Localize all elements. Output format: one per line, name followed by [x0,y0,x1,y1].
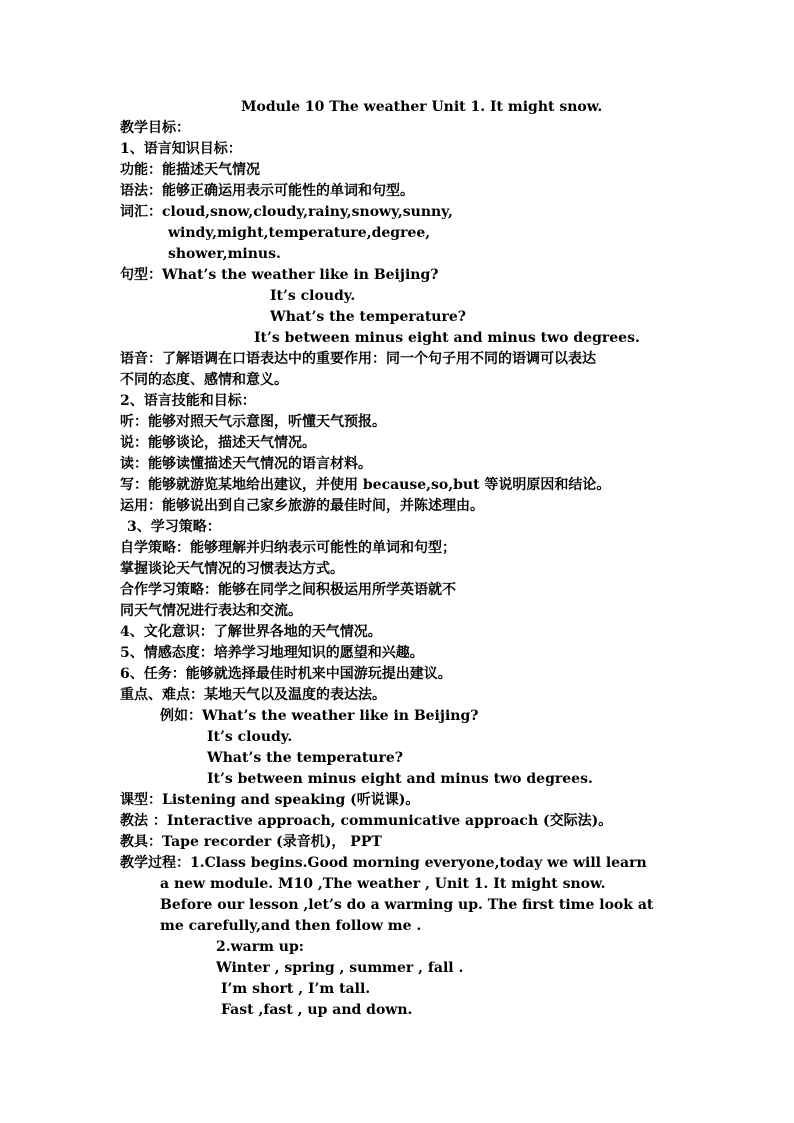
text-line: 听：能够对照天气示意图，听懂天气预报。 [120,414,386,430]
text-line: 自学策略：能够理解并归纳表示可能性的单词和句型； [120,540,456,556]
text-line: It’s cloudy. [207,729,293,745]
text-line: 教学目标： [120,120,190,136]
text-line: 重点、难点：某地天气以及温度的表达法。 [120,687,386,703]
text-line: 句型：What’s the weather like in Beijing? [120,267,439,283]
text-line: 2.warm up: [216,939,304,955]
text-line: 课型：Listening and speaking (听说课)。 [120,792,420,808]
text-line: 读：能够读懂描述天气情况的语言材料。 [120,456,372,472]
text-line: 教法 ：Interactive approach, communicative approach (交际法)。 [120,813,613,829]
text-line: Before our lesson ,let’s do a warming up. The first time look at [160,897,654,913]
text-line: It’s cloudy. [270,288,356,304]
text-line: 不同的态度、感情和意义。 [120,372,288,388]
text-line: It’s between minus eight and minus two degrees. [254,330,640,346]
text-line: I’m short , I’m tall. [221,981,371,997]
text-line: 词汇：cloud,snow,cloudy,rainy,snowy,sunny, [120,204,453,220]
text-line: 掌握谈论天气情况的习惯表达方式。 [120,561,344,577]
text-line: 写：能够就游览某地给出建议，并使用 because,so,but 等说明原因和结论。 [120,477,611,493]
text-line: shower,minus. [168,246,281,262]
text-line: 4、文化意识：了解世界各地的天气情况。 [120,624,382,640]
text-line: 合作学习策略：能够在同学之间积极运用所学英语就不 [120,582,456,598]
text-line: me carefully,and then follow me . [160,918,422,934]
text-line: 功能：能描述天气情况 [120,162,260,178]
text-line: 同天气情况进行表达和交流。 [120,603,302,619]
text-line: 教具：Tape recorder (录音机)， PPT [120,834,382,850]
text-line: What’s the temperature? [207,750,403,766]
text-line: Fast ,fast , up and down. [221,1002,413,1018]
document-title: Module 10 The weather Unit 1. It might snow. [241,99,603,115]
text-line: 2、语言技能和目标： [120,393,256,409]
text-line: 例如：What’s the weather like in Beijing? [160,708,479,724]
text-line: 6、任务：能够就选择最佳时机来中国游玩提出建议。 [120,666,452,682]
text-line: windy,might,temperature,degree, [168,225,431,241]
text-line: What’s the temperature? [270,309,466,325]
text-line: 说：能够谈论，描述天气情况。 [120,435,316,451]
text-line: 教学过程：1.Class begins.Good morning everyone,today we will learn [120,855,647,871]
text-line: It’s between minus eight and minus two degrees. [207,771,593,787]
text-line: a new module. M10 ,The weather , Unit 1. It might snow. [160,876,606,892]
text-line: Winter , spring , summer , fall . [216,960,464,976]
text-line: 3、学习策略： [127,519,221,535]
text-line: 运用：能够说出到自己家乡旅游的最佳时间，并陈述理由。 [120,498,484,514]
text-line: 语音：了解语调在口语表达中的重要作用：同一个句子用不同的语调可以表达 [120,351,596,367]
text-line: 语法：能够正确运用表示可能性的单词和句型。 [120,183,414,199]
text-line: 1、语言知识目标： [120,141,242,157]
text-line: 5、情感态度：培养学习地理知识的愿望和兴趣。 [120,645,424,661]
